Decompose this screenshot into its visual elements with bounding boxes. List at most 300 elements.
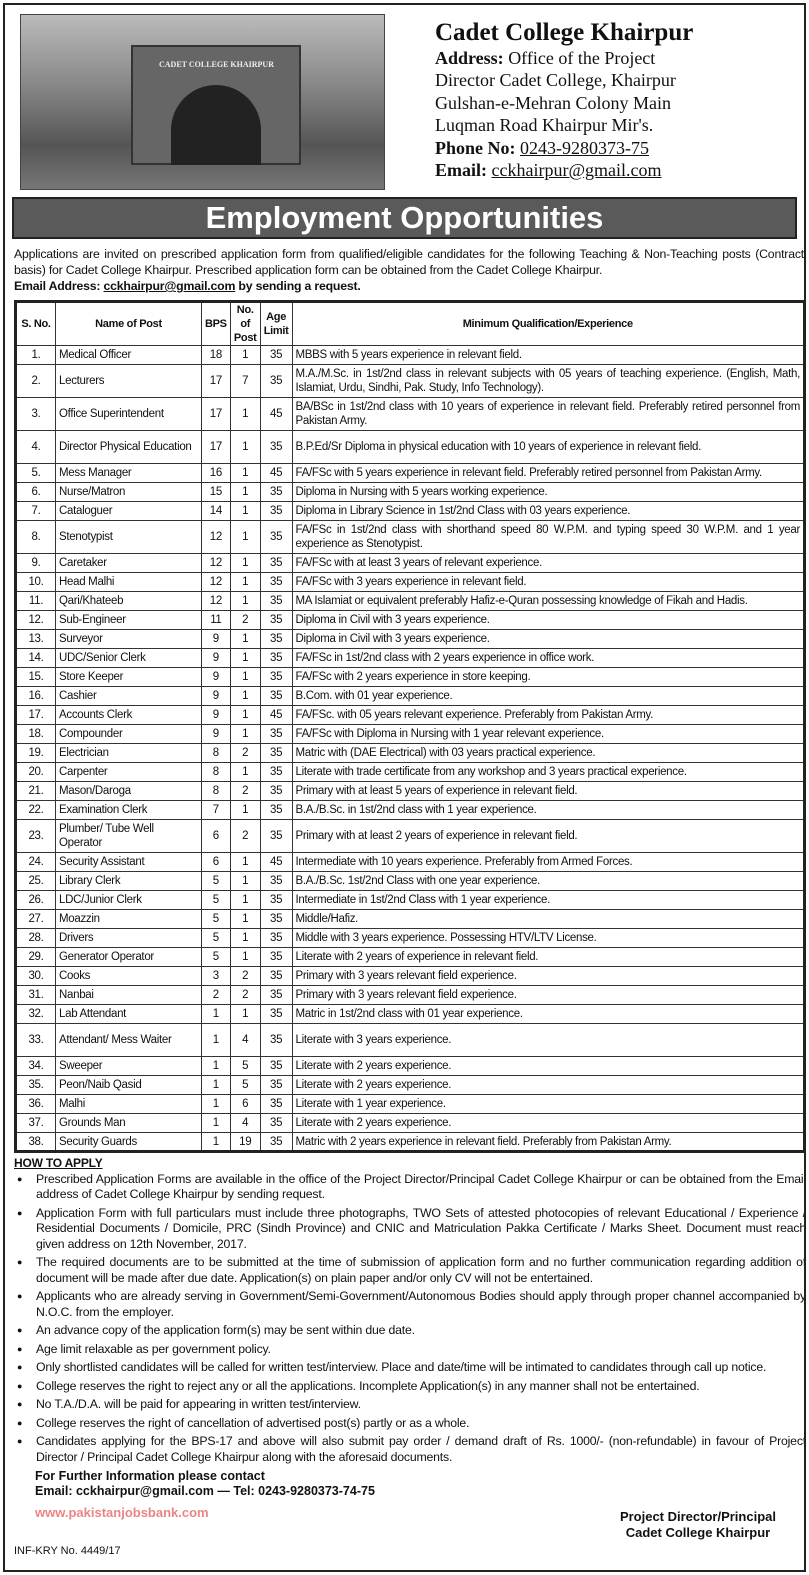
row-bps: 1 <box>202 1095 231 1114</box>
row-sno: 14. <box>16 649 56 668</box>
row-sno: 36. <box>16 1095 56 1114</box>
row-count: 2 <box>230 611 260 630</box>
row-post: Cooks <box>56 967 202 986</box>
row-qualification: Diploma in Library Science in 1st/2nd Class with 03 years experience. <box>292 502 805 521</box>
row-post: Library Clerk <box>56 872 202 891</box>
table-row <box>16 1114 805 1133</box>
row-qualification: Literate with trade certificate from any workshop and 3 years practical experience. <box>292 763 805 782</box>
row-count: 1 <box>230 464 260 483</box>
row-sno: 25. <box>16 872 56 891</box>
table-row <box>16 1095 805 1114</box>
row-qualification: Literate with 2 years experience. <box>292 1114 805 1133</box>
phone-label: Phone No: <box>435 137 516 158</box>
row-sno: 13. <box>16 630 56 649</box>
row-post: Electrician <box>56 744 202 763</box>
row-qualification: Literate with 2 years experience. <box>292 1057 805 1076</box>
address-label: Address: <box>435 47 504 68</box>
instruction-item: ● Application Form with full particulars must include three photographs, TWO Sets of attested photocopies of relevant Educational / Experience / Residential Documents / Domicile, PRC (Sindh Province) and CNIC and Matriculation Pakka Certificate / Marks Sheet. Document must reach given address on 12th November, 2017. <box>14 1206 806 1253</box>
row-count: 6 <box>230 1095 260 1114</box>
gate-sign: CADET COLLEGE KHAIRPUR <box>159 60 274 69</box>
row-sno: 35. <box>16 1076 56 1095</box>
intro-email-label: Email Address: <box>14 279 101 293</box>
row-qualification: Primary with 3 years relevant field experience. <box>292 967 805 986</box>
row-age: 35 <box>260 1095 292 1114</box>
signature-title: Project Director/Principal <box>619 1509 776 1524</box>
table-row <box>16 1057 805 1076</box>
row-age: 35 <box>260 820 292 853</box>
row-qualification: B.Com. with 01 year experience. <box>292 687 805 706</box>
row-qualification: Diploma in Civil with 3 years experience. <box>292 611 805 630</box>
row-sno: 3. <box>16 398 56 431</box>
instruction-item: ● Only shortlisted candidates will be called for written test/interview. Place and date/time will be intimated to candidates through call up notice. <box>14 1360 806 1376</box>
instruction-item: ● Candidates applying for the BPS-17 and above will also submit pay order / demand draft of Rs. 1000/- (non-refundable) in favour of Project Director / Principal Cadet College Khairpur along with the aforesaid documents. <box>14 1434 806 1465</box>
row-post: Head Malhi <box>56 573 202 592</box>
address-line: Director Cadet College, Khairpur <box>435 70 676 90</box>
row-post: Malhi <box>56 1095 202 1114</box>
row-post: Director Physical Education <box>56 431 202 464</box>
watermark: www.pakistanjobsbank.com <box>35 1505 209 1520</box>
contact-block <box>14 1469 375 1520</box>
table-row <box>16 929 805 948</box>
signature-org: Cadet College Khairpur <box>625 1525 771 1540</box>
row-qualification: Literate with 2 years of experience in relevant field. <box>292 948 805 967</box>
row-qualification: Middle/Hafiz. <box>292 910 805 929</box>
row-sno: 12. <box>16 611 56 630</box>
row-sno: 15. <box>16 668 56 687</box>
row-qualification: Primary with at least 2 years of experience in relevant field. <box>292 820 805 853</box>
row-post: UDC/Senior Clerk <box>56 649 202 668</box>
table-row <box>16 668 805 687</box>
address-line: Gulshan-e-Mehran Colony Main <box>435 92 671 113</box>
row-qualification: Primary with at least 5 years of experience in relevant field. <box>292 782 805 801</box>
row-count: 1 <box>230 431 260 464</box>
row-bps: 12 <box>202 554 231 573</box>
header-sno: S. No. <box>16 302 56 346</box>
table-row <box>16 1024 805 1057</box>
row-post: Peon/Naib Qasid <box>56 1076 202 1095</box>
table-row <box>16 986 805 1005</box>
row-count: 1 <box>230 649 260 668</box>
address-line: Luqman Road Khairpur Mir's. <box>435 115 654 135</box>
row-age: 35 <box>260 1024 292 1057</box>
row-age: 35 <box>260 1076 292 1095</box>
row-qualification: BA/BSc in 1st/2nd class with 10 years of experience in relevant field. Preferably retired personnel from Pakistan Army. <box>292 398 805 431</box>
row-sno: 7. <box>16 502 56 521</box>
row-bps: 7 <box>202 801 231 820</box>
row-count: 1 <box>230 853 260 872</box>
table-row <box>16 872 805 891</box>
row-count: 1 <box>230 725 260 744</box>
row-post: Compounder <box>56 725 202 744</box>
row-count: 1 <box>230 630 260 649</box>
row-bps: 2 <box>202 986 231 1005</box>
row-bps: 8 <box>202 744 231 763</box>
row-count: 1 <box>230 554 260 573</box>
college-gate-photo <box>20 14 385 190</box>
row-qualification: Matric with 2 years experience in relevant field. Preferably from Pakistan Army. <box>292 1133 805 1152</box>
instruction-item: ● The required documents are to be submitted at the time of submission of application form and no further communication regarding addition of document will be made after due date. Application(s) on plain paper and/or only CV will not be entertained. <box>14 1255 806 1286</box>
row-bps: 17 <box>202 365 231 398</box>
row-bps: 11 <box>202 611 231 630</box>
row-sno: 4. <box>16 431 56 464</box>
table-row <box>16 611 805 630</box>
row-age: 45 <box>260 706 292 725</box>
row-age: 35 <box>260 630 292 649</box>
row-qualification: Primary with 3 years relevant field experience. <box>292 986 805 1005</box>
row-age: 45 <box>260 398 292 431</box>
row-age: 35 <box>260 687 292 706</box>
row-qualification: Literate with 3 years experience. <box>292 1024 805 1057</box>
row-post: Attendant/ Mess Waiter <box>56 1024 202 1057</box>
row-age: 45 <box>260 853 292 872</box>
row-post: Cataloguer <box>56 502 202 521</box>
row-sno: 30. <box>16 967 56 986</box>
row-age: 35 <box>260 986 292 1005</box>
row-qualification: Diploma in Civil with 3 years experience. <box>292 630 805 649</box>
college-header <box>435 19 694 182</box>
row-bps: 18 <box>202 346 231 365</box>
row-count: 1 <box>230 948 260 967</box>
table-row <box>16 763 805 782</box>
row-count: 1 <box>230 910 260 929</box>
row-sno: 22. <box>16 801 56 820</box>
row-count: 5 <box>230 1076 260 1095</box>
row-count: 1 <box>230 763 260 782</box>
row-sno: 18. <box>16 725 56 744</box>
row-count: 1 <box>230 483 260 502</box>
row-sno: 9. <box>16 554 56 573</box>
instruction-item: ● No T.A./D.A. will be paid for appearing in written test/interview. <box>14 1397 806 1413</box>
header-age: Age Limit <box>260 302 292 346</box>
table-row <box>16 521 805 554</box>
row-age: 35 <box>260 725 292 744</box>
row-sno: 29. <box>16 948 56 967</box>
row-bps: 1 <box>202 1076 231 1095</box>
row-qualification: Intermediate with 10 years experience. Preferably from Armed Forces. <box>292 853 805 872</box>
table-row <box>16 1133 805 1152</box>
table-row <box>16 744 805 763</box>
row-age: 35 <box>260 346 292 365</box>
row-qualification: Literate with 1 year experience. <box>292 1095 805 1114</box>
row-post: Nurse/Matron <box>56 483 202 502</box>
row-count: 4 <box>230 1024 260 1057</box>
row-sno: 38. <box>16 1133 56 1152</box>
table-row <box>16 398 805 431</box>
instruction-item: ● An advance copy of the application form(s) may be sent within due date. <box>14 1323 806 1339</box>
instruction-item: ● College reserves the right of cancellation of advertised post(s) partly or as a whole. <box>14 1416 806 1432</box>
row-sno: 31. <box>16 986 56 1005</box>
row-qualification: FA/FSc. with 05 years relevant experience. Preferably from Pakistan Army. <box>292 706 805 725</box>
row-bps: 15 <box>202 483 231 502</box>
row-post: Carpenter <box>56 763 202 782</box>
row-qualification: B.P.Ed/Sr Diploma in physical education with 10 years of experience in relevant field. <box>292 431 805 464</box>
row-bps: 12 <box>202 573 231 592</box>
row-post: Accounts Clerk <box>56 706 202 725</box>
row-count: 5 <box>230 1057 260 1076</box>
table-row <box>16 1005 805 1024</box>
row-count: 2 <box>230 782 260 801</box>
row-post: Store Keeper <box>56 668 202 687</box>
instruction-item: ● Age limit relaxable as per government policy. <box>14 1342 806 1358</box>
row-qualification: FA/FSc with 5 years experience in relevant field. Preferably retired personnel from Pakistan Army. <box>292 464 805 483</box>
row-bps: 1 <box>202 1114 231 1133</box>
row-bps: 8 <box>202 782 231 801</box>
row-bps: 9 <box>202 706 231 725</box>
row-sno: 17. <box>16 706 56 725</box>
table-row <box>16 910 805 929</box>
row-qualification: Intermediate in 1st/2nd Class with 1 year experience. <box>292 891 805 910</box>
footer <box>14 1469 806 1541</box>
row-count: 1 <box>230 668 260 687</box>
row-post: Mason/Daroga <box>56 782 202 801</box>
row-bps: 1 <box>202 1057 231 1076</box>
row-qualification: MBBS with 5 years experience in relevant field. <box>292 346 805 365</box>
intro <box>14 246 804 294</box>
table-row <box>16 801 805 820</box>
row-bps: 16 <box>202 464 231 483</box>
row-age: 35 <box>260 521 292 554</box>
row-post: Plumber/ Tube Well Operator <box>56 820 202 853</box>
table-row <box>16 630 805 649</box>
row-count: 1 <box>230 687 260 706</box>
row-sno: 20. <box>16 763 56 782</box>
gate-arch <box>171 85 261 165</box>
table-row <box>16 365 805 398</box>
table-row <box>16 725 805 744</box>
row-count: 1 <box>230 592 260 611</box>
table-row <box>16 502 805 521</box>
row-qualification: M.A./M.Sc. in 1st/2nd class in relevant subjects with 05 years of teaching experience. (English, Math, Islamiat, Urdu, Sindhi, Pak. Study, Info Technology). <box>292 365 805 398</box>
row-post: Moazzin <box>56 910 202 929</box>
banner-title: Employment Opportunities <box>12 197 797 239</box>
row-age: 35 <box>260 929 292 948</box>
row-qualification: Matric in 1st/2nd class with 01 year experience. <box>292 1005 805 1024</box>
intro-text: Applications are invited on prescribed application form from qualified/eligible candidates for the following Teaching & Non-Teaching posts (Contract basis) for Cadet College Khairpur. Prescribed application form can be obtained from the Cadet College Khairpur. <box>14 247 804 277</box>
row-post: Grounds Man <box>56 1114 202 1133</box>
row-sno: 2. <box>16 365 56 398</box>
row-sno: 24. <box>16 853 56 872</box>
row-bps: 1 <box>202 1005 231 1024</box>
row-age: 35 <box>260 910 292 929</box>
row-bps: 17 <box>202 431 231 464</box>
row-age: 35 <box>260 649 292 668</box>
table-row <box>16 1076 805 1095</box>
row-sno: 11. <box>16 592 56 611</box>
row-count: 1 <box>230 346 260 365</box>
row-count: 1 <box>230 573 260 592</box>
row-count: 2 <box>230 967 260 986</box>
table-row <box>16 967 805 986</box>
row-qualification: FA/FSc in 1st/2nd class with 2 years experience in office work. <box>292 649 805 668</box>
row-bps: 6 <box>202 853 231 872</box>
row-count: 7 <box>230 365 260 398</box>
row-post: Medical Officer <box>56 346 202 365</box>
row-sno: 8. <box>16 521 56 554</box>
row-age: 35 <box>260 573 292 592</box>
row-count: 1 <box>230 706 260 725</box>
row-post: Sub-Engineer <box>56 611 202 630</box>
row-count: 2 <box>230 744 260 763</box>
table-row <box>16 687 805 706</box>
row-bps: 9 <box>202 668 231 687</box>
signature-block <box>620 1509 776 1541</box>
row-bps: 3 <box>202 967 231 986</box>
row-sno: 32. <box>16 1005 56 1024</box>
row-age: 35 <box>260 1005 292 1024</box>
how-to-apply-list <box>14 1172 806 1466</box>
college-name: Cadet College Khairpur <box>435 19 694 46</box>
row-bps: 5 <box>202 910 231 929</box>
row-age: 35 <box>260 967 292 986</box>
row-sno: 34. <box>16 1057 56 1076</box>
row-age: 35 <box>260 763 292 782</box>
row-age: 35 <box>260 948 292 967</box>
row-post: Generator Operator <box>56 948 202 967</box>
row-age: 35 <box>260 1057 292 1076</box>
row-age: 35 <box>260 502 292 521</box>
row-bps: 12 <box>202 521 231 554</box>
row-age: 35 <box>260 1133 292 1152</box>
table-row <box>16 573 805 592</box>
row-post: Examination Clerk <box>56 801 202 820</box>
row-post: Stenotypist <box>56 521 202 554</box>
row-age: 35 <box>260 431 292 464</box>
contact-title: For Further Information please contact <box>35 1469 265 1483</box>
phone-number: 0243-9280373-75 <box>520 137 649 158</box>
row-age: 35 <box>260 782 292 801</box>
posts-table <box>14 300 806 1153</box>
how-to-apply <box>14 1156 806 1465</box>
table-row <box>16 948 805 967</box>
row-age: 35 <box>260 483 292 502</box>
table-row <box>16 649 805 668</box>
row-age: 35 <box>260 611 292 630</box>
row-bps: 9 <box>202 630 231 649</box>
row-age: 35 <box>260 668 292 687</box>
table-row <box>16 554 805 573</box>
table-row <box>16 592 805 611</box>
table-row <box>16 782 805 801</box>
row-sno: 16. <box>16 687 56 706</box>
row-post: Mess Manager <box>56 464 202 483</box>
row-sno: 28. <box>16 929 56 948</box>
row-age: 35 <box>260 592 292 611</box>
row-sno: 5. <box>16 464 56 483</box>
row-sno: 26. <box>16 891 56 910</box>
row-qualification: Matric with (DAE Electrical) with 03 years practical experience. <box>292 744 805 763</box>
row-qualification: FA/FSc in 1st/2nd class with shorthand speed 80 W.P.M. and typing speed 30 W.P.M. and 1 year experience as Stenotypist. <box>292 521 805 554</box>
row-age: 45 <box>260 464 292 483</box>
row-sno: 1. <box>16 346 56 365</box>
instruction-item: ● Prescribed Application Forms are available in the office of the Project Director/Principal Cadet College Khairpur or can be obtained from the Email address of Cadet College Khairpur by sending request. <box>14 1172 806 1203</box>
row-post: Lecturers <box>56 365 202 398</box>
row-post: Security Assistant <box>56 853 202 872</box>
row-bps: 6 <box>202 820 231 853</box>
row-sno: 21. <box>16 782 56 801</box>
row-count: 1 <box>230 398 260 431</box>
row-bps: 14 <box>202 502 231 521</box>
row-post: Qari/Khateeb <box>56 592 202 611</box>
row-bps: 5 <box>202 929 231 948</box>
row-qualification: B.A./B.Sc. 1st/2nd Class with one year experience. <box>292 872 805 891</box>
row-bps: 8 <box>202 763 231 782</box>
email-label: Email: <box>435 160 487 180</box>
row-sno: 19. <box>16 744 56 763</box>
row-post: Surveyor <box>56 630 202 649</box>
row-post: Nanbai <box>56 986 202 1005</box>
row-bps: 12 <box>202 592 231 611</box>
row-qualification: FA/FSc with at least 3 years of relevant experience. <box>292 554 805 573</box>
row-sno: 27. <box>16 910 56 929</box>
table-row <box>16 431 805 464</box>
row-post: Cashier <box>56 687 202 706</box>
row-age: 35 <box>260 554 292 573</box>
row-count: 19 <box>230 1133 260 1152</box>
row-age: 35 <box>260 744 292 763</box>
row-post: LDC/Junior Clerk <box>56 891 202 910</box>
address-line: Office of the Project <box>508 47 656 68</box>
row-qualification: FA/FSc with Diploma in Nursing with 1 year relevant experience. <box>292 725 805 744</box>
row-sno: 6. <box>16 483 56 502</box>
row-qualification: B.A./B.Sc. in 1st/2nd class with 1 year experience. <box>292 801 805 820</box>
row-qualification: Literate with 2 years experience. <box>292 1076 805 1095</box>
row-post: Drivers <box>56 929 202 948</box>
row-count: 1 <box>230 1005 260 1024</box>
row-qualification: MA Islamiat or equivalent preferably Hafiz-e-Quran possessing knowledge of Fikah and Hadis. <box>292 592 805 611</box>
instruction-item: ● College reserves the right to reject any or all the applications. Incomplete Application(s) in any manner shall not be entertained. <box>14 1379 806 1395</box>
row-count: 1 <box>230 521 260 554</box>
contact-line: Email: cckhairpur@gmail.com — Tel: 0243-9280373-74-75 <box>35 1484 375 1498</box>
header-qualification: Minimum Qualification/Experience <box>292 302 805 346</box>
row-count: 1 <box>230 502 260 521</box>
row-sno: 37. <box>16 1114 56 1133</box>
how-to-apply-title: HOW TO APPLY <box>14 1156 103 1170</box>
instruction-item: ● Applicants who are already serving in Government/Semi-Government/Autonomous Bodies should apply through proper channel accompanied by N.O.C. from the employer. <box>14 1289 806 1320</box>
reference-number: INF-KRY No. 4449/17 <box>14 1545 121 1557</box>
email-link[interactable]: cckhairpur@gmail.com <box>491 160 662 180</box>
table-row <box>16 706 805 725</box>
row-count: 1 <box>230 872 260 891</box>
table-row <box>16 346 805 365</box>
row-post: Lab Attendant <box>56 1005 202 1024</box>
row-count: 1 <box>230 891 260 910</box>
row-bps: 5 <box>202 891 231 910</box>
row-post: Security Guards <box>56 1133 202 1152</box>
row-age: 35 <box>260 891 292 910</box>
row-qualification: Diploma in Nursing with 5 years working experience. <box>292 483 805 502</box>
row-sno: 10. <box>16 573 56 592</box>
row-post: Sweeper <box>56 1057 202 1076</box>
row-age: 35 <box>260 1114 292 1133</box>
row-count: 1 <box>230 801 260 820</box>
row-qualification: FA/FSc with 3 years experience in relevant field. <box>292 573 805 592</box>
table-row <box>16 853 805 872</box>
header-post: Name of Post <box>56 302 202 346</box>
row-count: 2 <box>230 986 260 1005</box>
table-row <box>16 464 805 483</box>
row-post: Office Superintendent <box>56 398 202 431</box>
table-row <box>16 820 805 853</box>
table-row <box>16 891 805 910</box>
row-post: Caretaker <box>56 554 202 573</box>
intro-email-link[interactable]: cckhairpur@gmail.com <box>103 279 236 293</box>
row-sno: 23. <box>16 820 56 853</box>
row-bps: 1 <box>202 1024 231 1057</box>
table-row <box>16 483 805 502</box>
row-bps: 17 <box>202 398 231 431</box>
row-sno: 33. <box>16 1024 56 1057</box>
row-bps: 9 <box>202 725 231 744</box>
